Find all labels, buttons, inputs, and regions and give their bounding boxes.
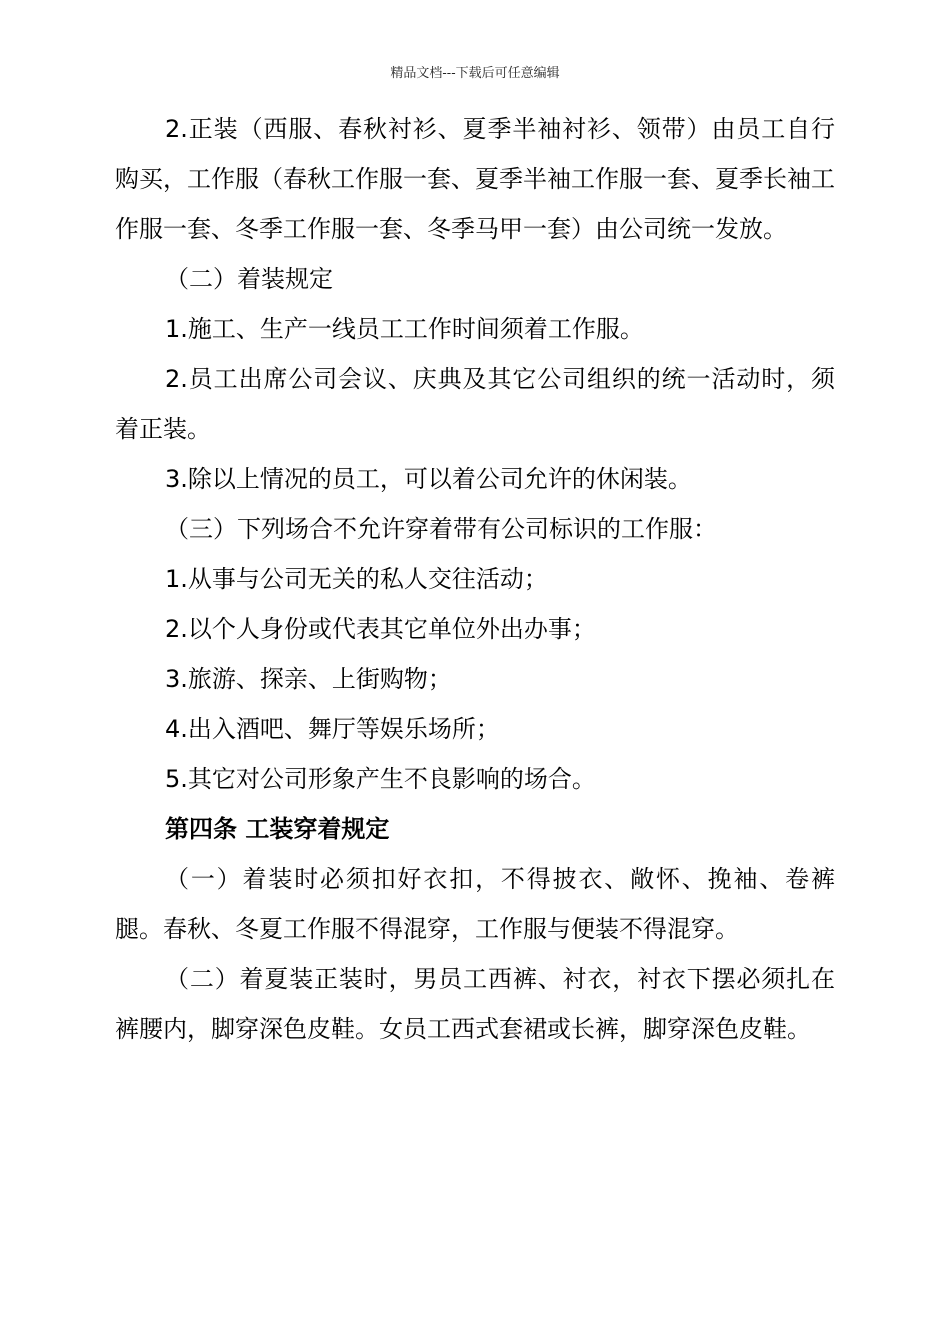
paragraph-rule-3: 3.除以上情况的员工，可以着公司允许的休闲装。: [165, 465, 692, 493]
section-prohibited-occasions: （三）下列场合不允许穿着带有公司标识的工作服：: [165, 515, 717, 543]
paragraph-occasion-1: 1.从事与公司无关的私人交往活动；: [165, 565, 548, 593]
paragraph-wearing-rule-2: （二）着夏装正装时，男员工西裤、衬衣，衬衣下摆必须扎在裤腰内，脚穿深色皮鞋。女员工西式套裙或长裤，脚穿深色皮鞋。: [115, 965, 835, 1043]
page-header: 精品文档---下载后可任意编辑: [390, 66, 560, 81]
document-body: [115, 104, 835, 1054]
paragraph-occasion-3: 3.旅游、探亲、上街购物；: [165, 665, 452, 693]
paragraph-occasion-4: 4.出入酒吧、舞厅等娱乐场所；: [165, 715, 500, 743]
paragraph-rule-1: 1.施工、生产一线员工工作时间须着工作服。: [165, 315, 644, 343]
paragraph-wearing-rule-1: （一）着装时必须扣好衣扣，不得披衣、敞怀、挽袖、卷裤腿。春秋、冬夏工作服不得混穿，工作服与便装不得混穿。: [115, 865, 835, 943]
paragraph-occasion-2: 2.以个人身份或代表其它单位外出办事；: [165, 615, 596, 643]
section-dress-rules: （二）着装规定: [165, 265, 333, 293]
paragraph-uniform-purchase: 2.正装（西服、春秋衬衫、夏季半袖衬衫、领带）由员工自行购买，工作服（春秋工作服一套、夏季半袖工作服一套、夏季长袖工作服一套、冬季工作服一套、冬季马甲一套）由公司统一发放。: [115, 115, 835, 243]
article-four-heading: 第四条 工装穿着规定: [165, 815, 390, 843]
paragraph-rule-2: 2.员工出席公司会议、庆典及其它公司组织的统一活动时，须着正装。: [115, 365, 835, 443]
paragraph-occasion-5: 5.其它对公司形象产生不良影响的场合。: [165, 765, 596, 793]
